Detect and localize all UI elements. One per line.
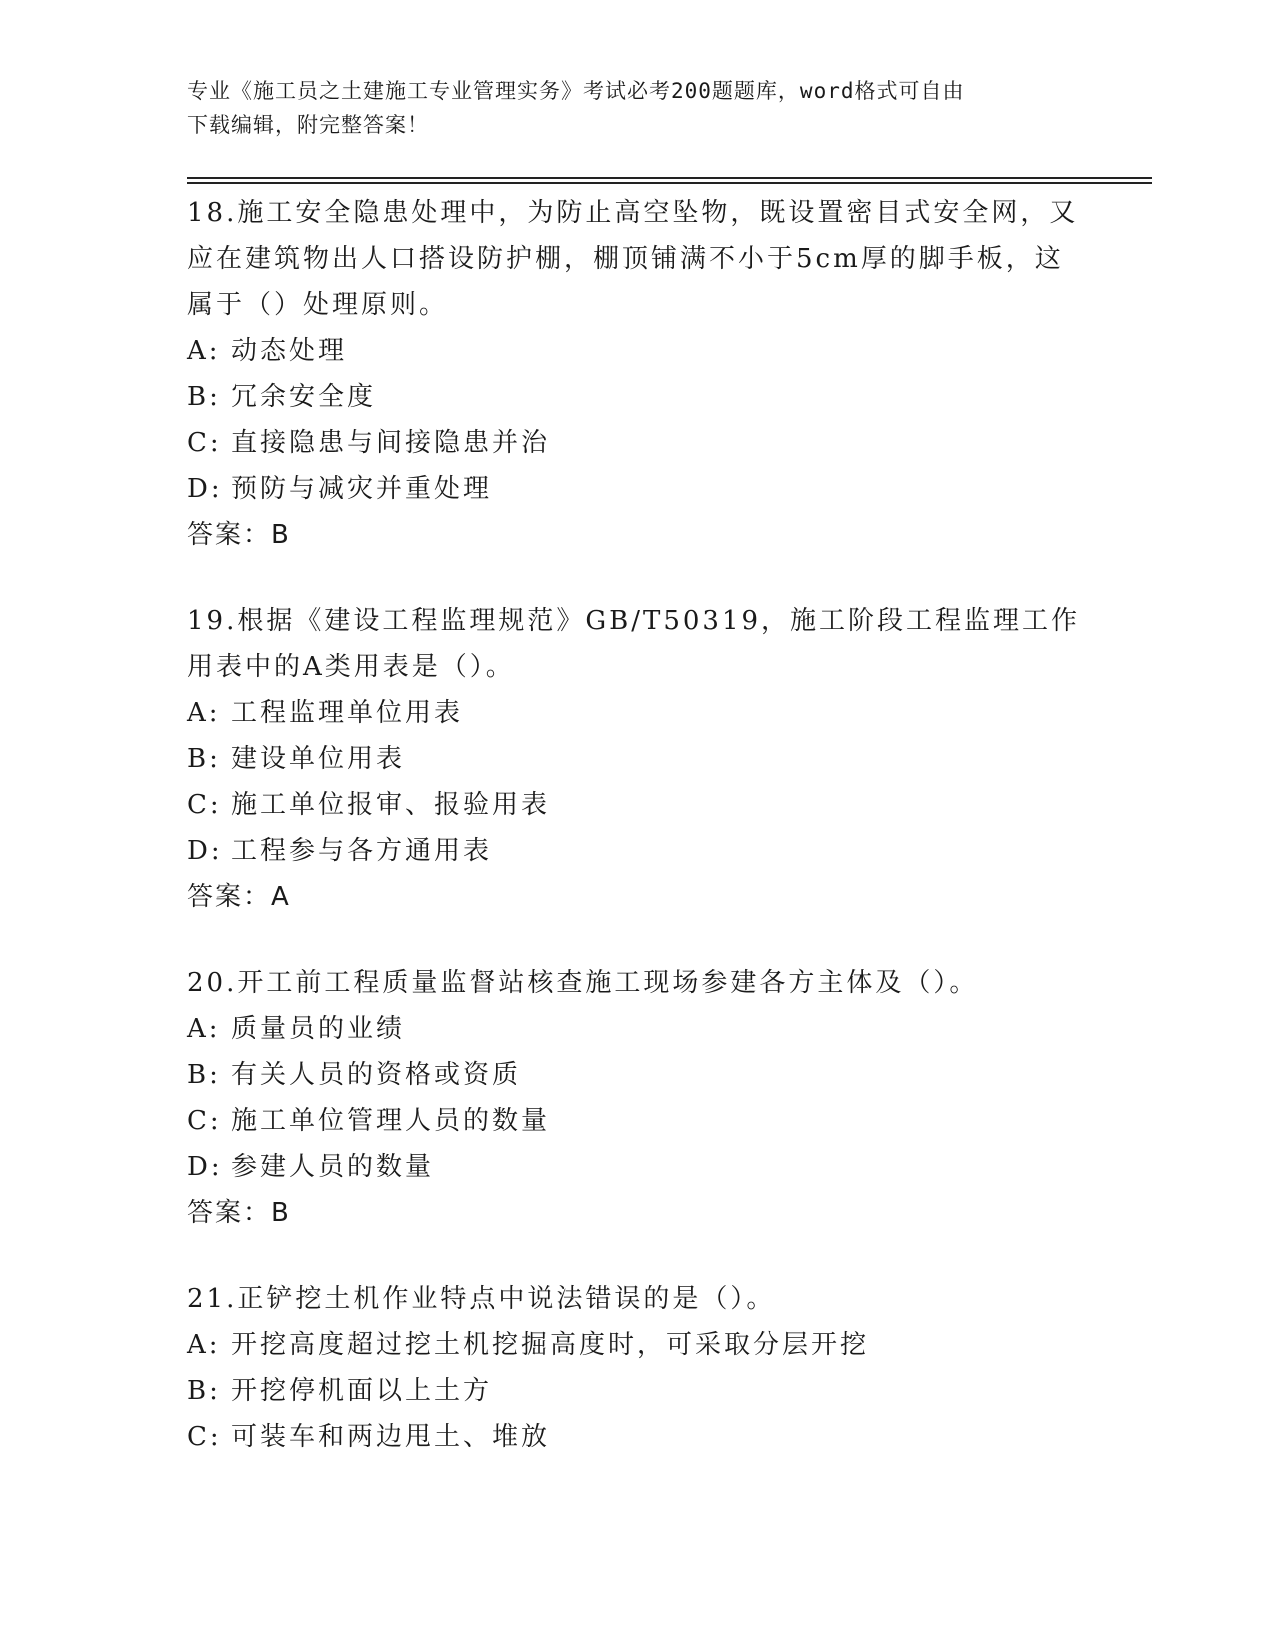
option-label: A: (187, 1330, 221, 1360)
option-label: B: (187, 744, 221, 774)
answer-option (187, 1098, 1087, 1144)
option-text: 参建人员的数量 (231, 1152, 435, 1182)
answer-option (187, 782, 1087, 828)
option-label: C: (187, 428, 222, 458)
answer-option (187, 1414, 1087, 1460)
option-label: D: (187, 474, 223, 504)
option-label: D: (187, 1152, 223, 1182)
answer-option (187, 1052, 1087, 1098)
question-text: 19.根据《建设工程监理规范》GB/T50319，施工阶段工程监理工作用表中的A类用表是（）。 (187, 606, 1081, 682)
option-label: B: (187, 1060, 221, 1090)
option-label: A: (187, 336, 221, 366)
header-divider-bottom (187, 182, 1152, 184)
answer-option (187, 466, 1087, 512)
option-label: B: (187, 382, 221, 412)
header-line-1: 专业《施工员之土建施工专业管理实务》考试必考200题题库，word格式可自由 (187, 79, 965, 103)
option-text: 预防与减灾并重处理 (231, 474, 493, 504)
answer-option (187, 328, 1087, 374)
answer-value: A (271, 882, 291, 912)
option-text: 有关人员的资格或资质 (231, 1060, 522, 1090)
answer-option (187, 690, 1087, 736)
option-label: C: (187, 1422, 222, 1452)
option-text: 施工单位报审、报验用表 (231, 790, 551, 820)
answer-option (187, 1322, 1087, 1368)
question-block (187, 960, 1087, 1236)
answer-option (187, 374, 1087, 420)
option-label: A: (187, 1014, 221, 1044)
option-text: 开挖停机面以上土方 (231, 1376, 493, 1406)
answer-line (187, 874, 1087, 920)
header-line-2: 下载编辑，附完整答案！ (187, 113, 429, 137)
answer-value: B (271, 1198, 291, 1228)
question-block (187, 1276, 1087, 1460)
option-label: A: (187, 698, 221, 728)
question-list (187, 190, 1087, 1500)
option-text: 冗余安全度 (231, 382, 377, 412)
answer-value: B (271, 520, 291, 550)
answer-option (187, 420, 1087, 466)
question-text: 21.正铲挖土机作业特点中说法错误的是（）。 (187, 1284, 776, 1314)
option-label: D: (187, 836, 223, 866)
option-text: 工程参与各方通用表 (231, 836, 493, 866)
answer-option (187, 1144, 1087, 1190)
answer-label: 答案： (187, 520, 272, 550)
option-text: 建设单位用表 (231, 744, 406, 774)
option-label: C: (187, 1106, 222, 1136)
answer-label: 答案： (187, 1198, 272, 1228)
document-header (187, 74, 1067, 142)
option-text: 质量员的业绩 (231, 1014, 406, 1044)
question-block (187, 190, 1087, 558)
answer-label: 答案： (187, 882, 272, 912)
question-text: 18.施工安全隐患处理中，为防止高空坠物，既设置密目式安全网，又应在建筑物出人口搭设防护棚，棚顶铺满不小于5cm厚的脚手板，这属于（）处理原则。 (187, 198, 1079, 320)
answer-line (187, 512, 1087, 558)
option-label: B: (187, 1376, 221, 1406)
option-text: 开挖高度超过挖土机挖掘高度时，可采取分层开挖 (231, 1330, 870, 1360)
option-text: 动态处理 (231, 336, 348, 366)
option-text: 直接隐患与间接隐患并治 (231, 428, 551, 458)
answer-option (187, 1006, 1087, 1052)
option-text: 工程监理单位用表 (231, 698, 464, 728)
answer-option (187, 1368, 1087, 1414)
header-divider-top (187, 177, 1152, 179)
question-block (187, 598, 1087, 920)
option-text: 可装车和两边甩土、堆放 (231, 1422, 551, 1452)
question-text: 20.开工前工程质量监督站核查施工现场参建各方主体及（）。 (187, 968, 979, 998)
answer-option (187, 828, 1087, 874)
answer-option (187, 736, 1087, 782)
option-text: 施工单位管理人员的数量 (231, 1106, 551, 1136)
option-label: C: (187, 790, 222, 820)
answer-line (187, 1190, 1087, 1236)
